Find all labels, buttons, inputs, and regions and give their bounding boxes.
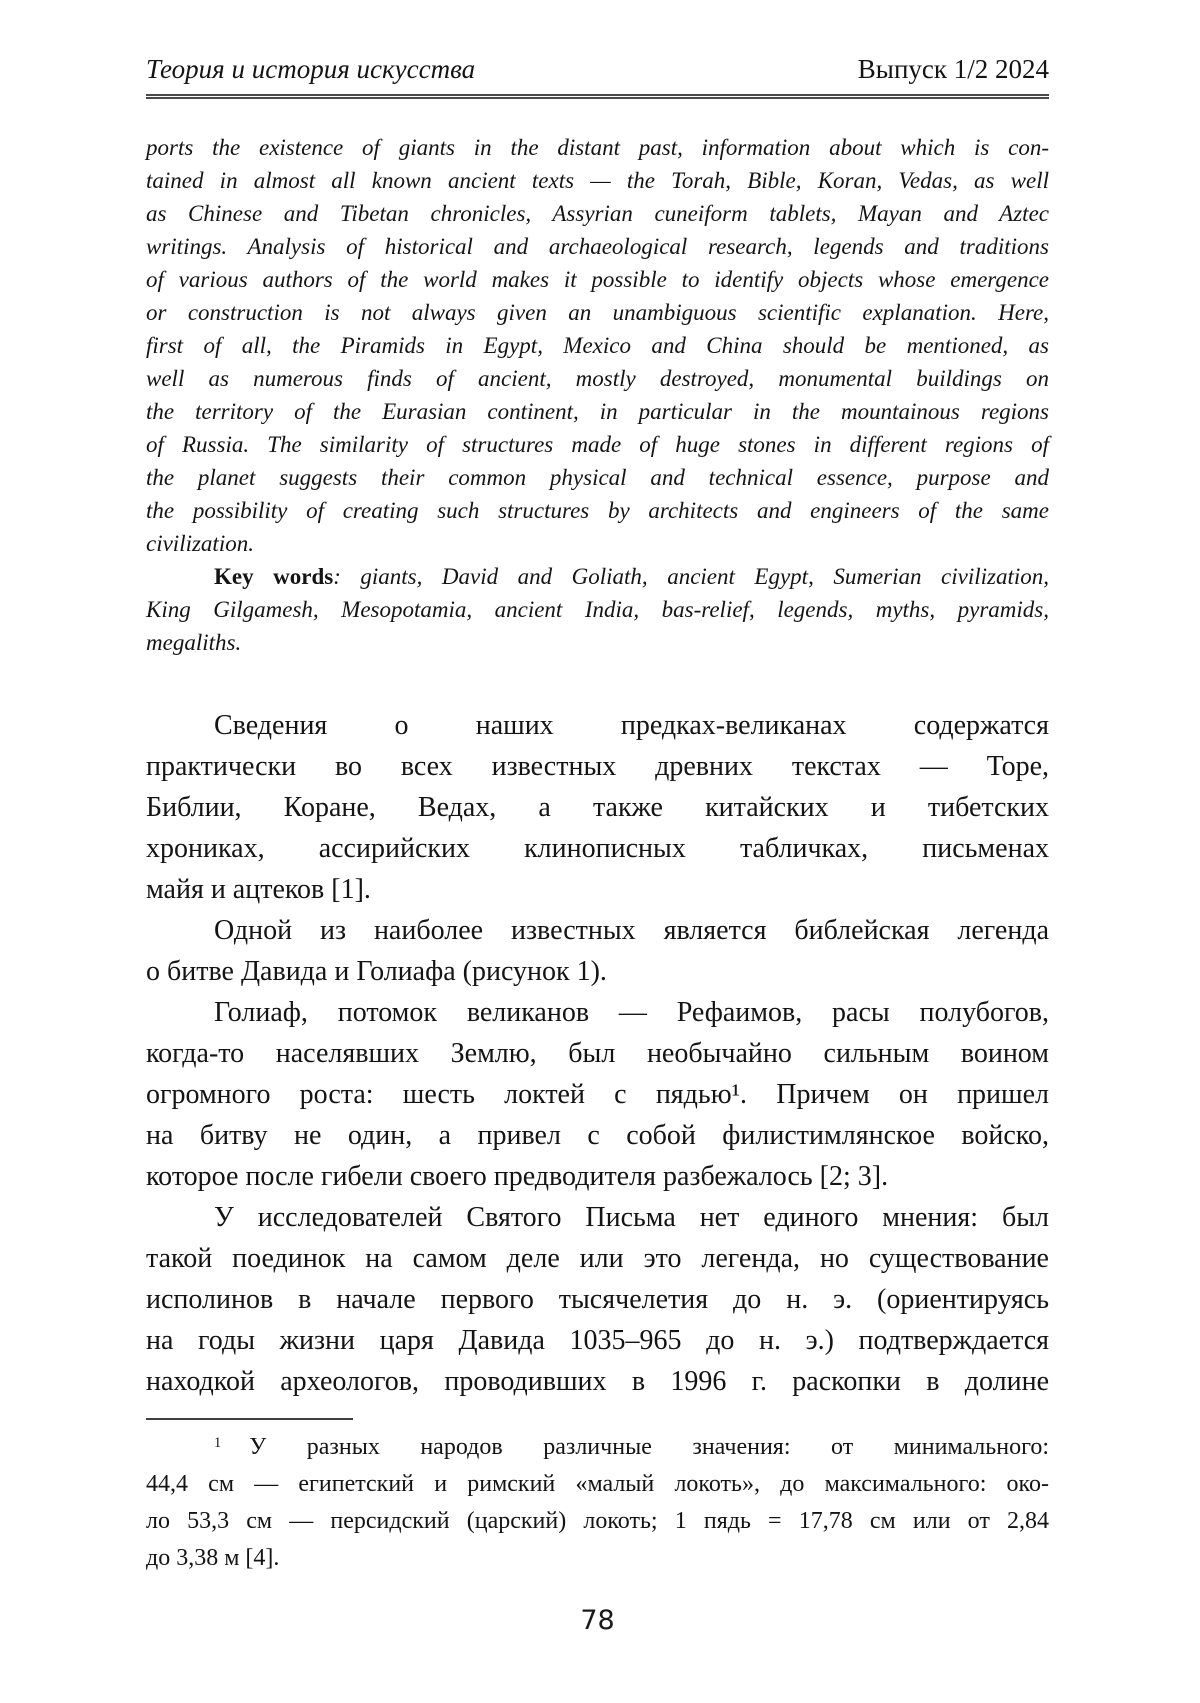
text-line: которое после гибели своего предводителя разбежалось [2; 3]. <box>146 1161 889 1192</box>
text-line: first of all, the Piramids in Egypt, Mexico and China should be mentioned, as <box>146 333 1049 358</box>
paragraph-2 <box>146 910 1049 992</box>
text-line: or construction is not always given an unambiguous scientific explanation. Here, <box>146 300 1049 325</box>
text-line: civilization. <box>146 531 254 556</box>
issue-label: Выпуск 1/2 2024 <box>857 54 1049 84</box>
footnote-marker: 1 <box>214 1434 222 1451</box>
keywords-text: : giants, David and Goliath, ancient Egypt, Sumerian civilization, <box>333 564 1049 589</box>
paragraph-4 <box>146 1197 1049 1402</box>
text-line: такой поединок на самом деле или это легенда, но существование <box>146 1243 1049 1274</box>
text-line: практически во всех известных древних текстах — Торе, <box>146 751 1049 782</box>
text-line: У исследователей Святого Письма нет единого мнения: был <box>214 1202 1049 1233</box>
text-line: Сведения о наших предках-великанах содержатся <box>214 710 1049 741</box>
footnote-line <box>146 1429 1049 1466</box>
footnote <box>146 1429 1049 1577</box>
text-line: the territory of the Eurasian continent, in particular in the mountainous regions <box>146 399 1049 424</box>
text-line: исполинов в начале первого тысячелетия до н. э. (ориентируясь <box>146 1284 1049 1315</box>
paragraph-3 <box>146 992 1049 1197</box>
text-line: writings. Analysis of historical and archaeological research, legends and traditions <box>146 234 1049 259</box>
main-text <box>146 705 1049 1402</box>
footnote-separator <box>146 1418 353 1420</box>
text-line: the possibility of creating such structures by architects and engineers of the same <box>146 498 1049 523</box>
text-line: когда-то населявших Землю, был необычайно сильным воином <box>146 1038 1049 1069</box>
text-line: the planet suggests their common physical and technical essence, purpose and <box>146 465 1049 490</box>
text-line: Библии, Коране, Ведах, а также китайских и тибетских <box>146 792 1049 823</box>
footnote-line: ло 53,3 см — персидский (царский) локоть; 1 пядь = 17,78 см или от 2,84 <box>146 1508 1049 1534</box>
text-line: на битву не один, а привел с собой филистимлянское войско, <box>146 1120 1049 1151</box>
keywords-label: Key words <box>214 564 334 589</box>
footnote-text: У разных народов различные значения: от минимального: <box>249 1434 1049 1460</box>
text-line: megaliths. <box>146 630 242 655</box>
text-line: майя и ацтеков [1]. <box>146 874 371 905</box>
footnote-line: до 3,38 м [4]. <box>146 1545 280 1571</box>
journal-section-title: Теория и история искусства <box>146 54 476 84</box>
footnote-line: 44,4 см — египетский и римский «малый локоть», до максимального: око- <box>146 1471 1049 1497</box>
text-line: of various authors of the world makes it possible to identify objects whose emergence <box>146 267 1049 292</box>
page-number: 78 <box>580 1605 615 1636</box>
text-line: огромного роста: шесть локтей с пядью¹. Причем он пришел <box>146 1079 1049 1110</box>
english-abstract <box>146 131 1049 659</box>
text-line: of Russia. The similarity of structures made of huge stones in different regions of <box>146 432 1049 457</box>
text-line: находкой археологов, проводивших в 1996 г. раскопки в долине <box>146 1366 1049 1397</box>
text-line: tained in almost all known ancient texts — the Torah, Bible, Koran, Vedas, as well <box>146 168 1049 193</box>
keywords-line <box>146 560 1049 593</box>
text-line: King Gilgamesh, Mesopotamia, ancient India, bas-relief, legends, myths, pyramids, <box>146 597 1049 622</box>
text-line: as Chinese and Tibetan chronicles, Assyrian cuneiform tablets, Mayan and Aztec <box>146 201 1049 226</box>
paragraph-1 <box>146 705 1049 910</box>
text-line: Голиаф, потомок великанов — Рефаимов, расы полубогов, <box>214 997 1049 1028</box>
text-line: о битве Давида и Голиафа (рисунок 1). <box>146 956 607 987</box>
text-line: хрониках, ассирийских клинописных табличках, письменах <box>146 833 1049 864</box>
text-line: well as numerous finds of ancient, mostly destroyed, monumental buildings on <box>146 366 1049 391</box>
text-line: на годы жизни царя Давида 1035–965 до н. э.) подтверждается <box>146 1325 1049 1356</box>
header-rule <box>146 94 1049 99</box>
text-line: Одной из наиболее известных является библейская легенда <box>214 915 1049 946</box>
running-header <box>146 54 1049 85</box>
text-line: ports the existence of giants in the distant past, information about which is con- <box>146 135 1049 160</box>
